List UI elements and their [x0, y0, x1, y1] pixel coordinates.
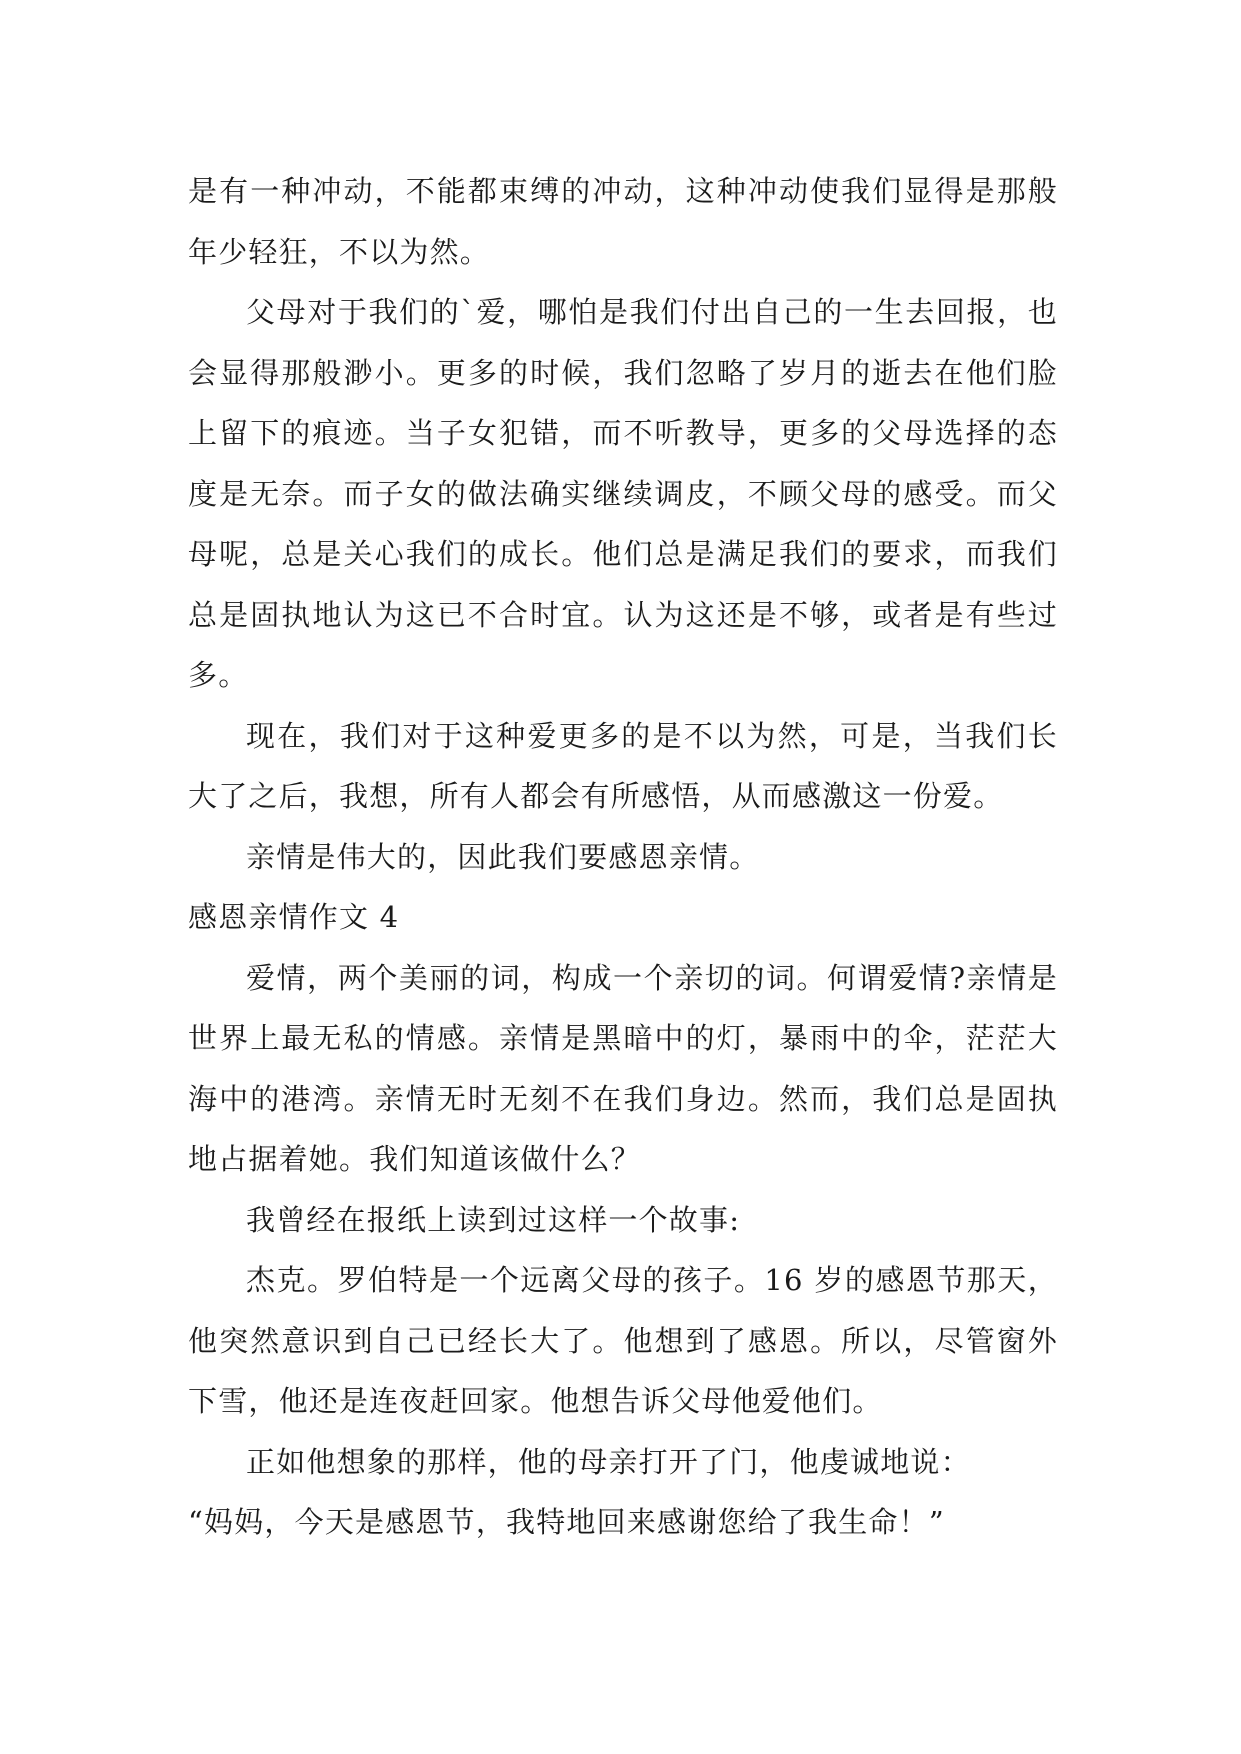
paragraph: 是有一种冲动，不能都束缚的冲动，这种冲动使我们显得是那般年少轻狂，不以为然。 — [188, 174, 1058, 269]
paragraph: 我曾经在报纸上读到过这样一个故事: — [246, 1202, 741, 1237]
paragraph: 杰克。罗伯特是一个远离父母的孩子。16 岁的感恩节那天，他突然意识到自己已经长大了。他想到了感恩。所以，尽管窗外下雪，他还是连夜赶回家。他想告诉父母他爱他们。 — [188, 1263, 1058, 1418]
paragraph: 现在，我们对于这种爱更多的是不以为然，可是，当我们长大了之后，我想，所有人都会有所感悟，从而感激这一份爱。 — [188, 718, 1058, 813]
paragraph: 爱情，两个美丽的词，构成一个亲切的词。何谓爱情?亲情是世界上最无私的情感。亲情是黑暗中的灯，暴雨中的伞，茫茫大海中的港湾。亲情无时无刻不在我们身边。然而，我们总是固执地占据着她。我们知道该做什么？ — [188, 960, 1058, 1176]
paragraph: “妈妈，今天是感恩节，我特地回来感谢您给了我生命！” — [188, 1505, 945, 1539]
paragraph: 亲情是伟大的，因此我们要感恩亲情。 — [246, 839, 760, 874]
section-heading: 感恩亲情作文 4 — [188, 900, 400, 934]
document-body — [188, 161, 1058, 1553]
paragraph: 父母对于我们的`爱，哪怕是我们付出自己的一生去回报，也会显得那般渺小。更多的时候，我们忽略了岁月的逝去在他们脸上留下的痕迹。当子女犯错，而不听教导，更多的父母选择的态度是无奈。而子女的做法确实继续调皮，不顾父母的感受。而父母呢，总是关心我们的成长。他们总是满足我们的要求，而我们总是固执地认为这已不合时宜。认为这还是不够，或者是有些过多。 — [188, 295, 1058, 692]
paragraph: 正如他想象的那样，他的母亲打开了门，他虔诚地说： — [246, 1444, 971, 1479]
